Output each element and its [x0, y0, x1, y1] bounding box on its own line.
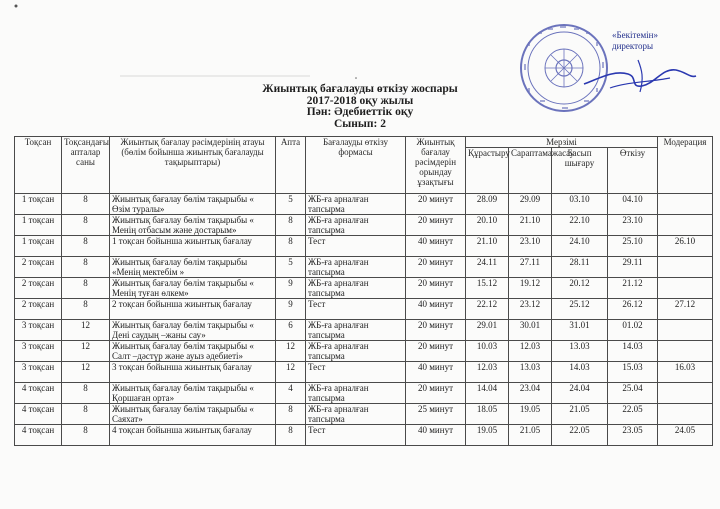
hours-cell: 8 — [62, 299, 110, 320]
week-cell: 5 — [276, 257, 306, 278]
form-cell: Тест — [306, 425, 406, 446]
week-cell: 12 — [276, 362, 306, 383]
duration-cell: 20 минут — [406, 257, 466, 278]
topic-cell: Жиынтық бағалау бөлім тақырыбы « Өзім туралы» — [110, 194, 276, 215]
compose-date-cell: 19.05 — [466, 425, 509, 446]
print-date-cell: 22.05 — [552, 425, 608, 446]
week-cell: 9 — [276, 278, 306, 299]
quarter-cell: 2 тоқсан — [15, 257, 62, 278]
table-row — [15, 236, 713, 257]
hours-cell: 12 — [62, 362, 110, 383]
quarter-cell: 4 тоқсан — [15, 425, 62, 446]
compose-date-cell: 28.09 — [466, 194, 509, 215]
assessment-schedule-table — [14, 136, 713, 446]
print-date-cell: 31.01 — [552, 320, 608, 341]
compose-date-cell: 12.03 — [466, 362, 509, 383]
conduct-date-cell: 25.10 — [608, 236, 658, 257]
topic-cell: Жиынтық бағалау бөлім тақырыбы « Менің отбасым және достарым» — [110, 215, 276, 236]
duration-cell: 40 минут — [406, 299, 466, 320]
hours-cell: 8 — [62, 215, 110, 236]
print-date-cell: 03.10 — [552, 194, 608, 215]
academic-year: 2017-2018 оқу жылы — [306, 94, 414, 107]
grade-line: Сынып: 2 — [334, 117, 386, 130]
quarter-cell: 2 тоқсан — [15, 278, 62, 299]
print-date-cell: 24.10 — [552, 236, 608, 257]
week-cell: 4 — [276, 383, 306, 404]
topic-cell: Жиынтық бағалау бөлім тақырыбы «Менің мектебім » — [110, 257, 276, 278]
review-date-cell: 30.01 — [509, 320, 552, 341]
duration-cell: 20 минут — [406, 341, 466, 362]
quarter-cell: 4 тоқсан — [15, 383, 62, 404]
conduct-date-cell: 23.05 — [608, 425, 658, 446]
print-date-cell: 20.12 — [552, 278, 608, 299]
table-row — [15, 425, 713, 446]
conduct-date-cell: 22.05 — [608, 404, 658, 425]
review-date-cell: 12.03 — [509, 341, 552, 362]
form-cell: ЖБ-ға арналған тапсырма — [306, 215, 406, 236]
duration-cell: 20 минут — [406, 383, 466, 404]
week-cell: 8 — [276, 425, 306, 446]
conduct-date-cell: 21.12 — [608, 278, 658, 299]
review-date-cell: 21.05 — [509, 425, 552, 446]
week-cell: 8 — [276, 236, 306, 257]
moderation-date-cell — [658, 257, 713, 278]
duration-cell: 40 минут — [406, 425, 466, 446]
header-quarter: Тоқсан — [15, 137, 62, 194]
duration-cell: 40 минут — [406, 362, 466, 383]
quarter-cell: 1 тоқсан — [15, 236, 62, 257]
review-date-cell: 29.09 — [509, 194, 552, 215]
topic-cell: 3 тоқсан бойынша жиынтық бағалау — [110, 362, 276, 383]
table-body — [15, 194, 713, 446]
moderation-date-cell — [658, 320, 713, 341]
hours-cell: 8 — [62, 257, 110, 278]
week-cell: 12 — [276, 341, 306, 362]
conduct-date-cell: 04.10 — [608, 194, 658, 215]
compose-date-cell: 22.12 — [466, 299, 509, 320]
topic-cell: 2 тоқсан бойынша жиынтық бағалау — [110, 299, 276, 320]
header-week: Апта — [276, 137, 306, 194]
print-date-cell: 25.12 — [552, 299, 608, 320]
topic-cell: Жиынтық бағалау бөлім тақырыбы « Салт –дәстүр және ауыз әдебиеті» — [110, 341, 276, 362]
header-review: Сараптамажасау — [509, 148, 552, 194]
topic-cell: Жиынтық бағалау бөлім тақырыбы « Саяхат» — [110, 404, 276, 425]
approval-line-2: директоры — [612, 41, 654, 51]
week-cell: 8 — [276, 215, 306, 236]
conduct-date-cell: 25.04 — [608, 383, 658, 404]
moderation-date-cell: 16.03 — [658, 362, 713, 383]
duration-cell: 20 минут — [406, 215, 466, 236]
hours-cell: 8 — [62, 404, 110, 425]
review-date-cell: 23.04 — [509, 383, 552, 404]
week-cell: 6 — [276, 320, 306, 341]
print-date-cell: 13.03 — [552, 341, 608, 362]
print-date-cell: 28.11 — [552, 257, 608, 278]
quarter-cell: 1 тоқсан — [15, 194, 62, 215]
moderation-date-cell: 24.05 — [658, 425, 713, 446]
duration-cell: 20 минут — [406, 278, 466, 299]
form-cell: ЖБ-ға арналған тапсырма — [306, 278, 406, 299]
print-date-cell: 14.03 — [552, 362, 608, 383]
table-row — [15, 257, 713, 278]
hours-cell: 12 — [62, 320, 110, 341]
hours-cell: 12 — [62, 341, 110, 362]
document-header — [0, 84, 720, 130]
moderation-date-cell — [658, 278, 713, 299]
hours-cell: 8 — [62, 425, 110, 446]
header-print: Басып шығару — [552, 148, 608, 194]
moderation-date-cell: 26.10 — [658, 236, 713, 257]
table-row — [15, 299, 713, 320]
moderation-date-cell — [658, 215, 713, 236]
document-title: Жиынтық бағалауды өткізу жоспары — [262, 83, 458, 95]
quarter-cell: 3 тоқсан — [15, 362, 62, 383]
form-cell: ЖБ-ға арналған тапсырма — [306, 341, 406, 362]
week-cell: 8 — [276, 404, 306, 425]
quarter-cell: 3 тоқсан — [15, 320, 62, 341]
conduct-date-cell: 26.12 — [608, 299, 658, 320]
table-row — [15, 194, 713, 215]
quarter-cell: 4 тоқсан — [15, 404, 62, 425]
table-row — [15, 404, 713, 425]
topic-cell: Жиынтық бағалау бөлім тақырыбы « Қоршаған орта» — [110, 383, 276, 404]
table-row — [15, 320, 713, 341]
subject-line: Пән: Әдебиеттік оқу — [306, 106, 414, 118]
header-moderation: Модерация — [658, 137, 713, 194]
header-terms: Мерзімі — [466, 137, 658, 148]
compose-date-cell: 15.12 — [466, 278, 509, 299]
form-cell: ЖБ-ға арналған тапсырма — [306, 320, 406, 341]
header-compose: Құрастыру — [466, 148, 509, 194]
print-date-cell: 21.05 — [552, 404, 608, 425]
table-row — [15, 341, 713, 362]
duration-cell: 25 минут — [406, 404, 466, 425]
compose-date-cell: 10.03 — [466, 341, 509, 362]
conduct-date-cell: 14.03 — [608, 341, 658, 362]
form-cell: ЖБ-ға арналған тапсырма — [306, 404, 406, 425]
topic-cell: Жиынтық бағалау бөлім тақырыбы « Дені саудың –жаны сау» — [110, 320, 276, 341]
quarter-cell: 3 тоқсан — [15, 341, 62, 362]
header-duration: Жиынтық бағалау рәсімдерін орындау ұзақтығы — [406, 137, 466, 194]
print-date-cell: 22.10 — [552, 215, 608, 236]
conduct-date-cell: 23.10 — [608, 215, 658, 236]
moderation-date-cell — [658, 194, 713, 215]
topic-cell: Жиынтық бағалау бөлім тақырыбы « Менің туған өлкем» — [110, 278, 276, 299]
approval-line-1: «Бекітемін» — [612, 30, 658, 40]
table-row — [15, 215, 713, 236]
week-cell: 9 — [276, 299, 306, 320]
review-date-cell: 27.11 — [509, 257, 552, 278]
review-date-cell: 23.12 — [509, 299, 552, 320]
topic-cell: 1 тоқсан бойынша жиынтық бағалау — [110, 236, 276, 257]
table-row — [15, 362, 713, 383]
header-conduct: Өткізу — [608, 148, 658, 194]
table-row — [15, 383, 713, 404]
hours-cell: 8 — [62, 278, 110, 299]
compose-date-cell: 14.04 — [466, 383, 509, 404]
form-cell: Тест — [306, 236, 406, 257]
moderation-date-cell — [658, 383, 713, 404]
conduct-date-cell: 29.11 — [608, 257, 658, 278]
header-hours: Тоқсандағы апталар саны — [62, 137, 110, 194]
compose-date-cell: 20.10 — [466, 215, 509, 236]
form-cell: ЖБ-ға арналған тапсырма — [306, 257, 406, 278]
review-date-cell: 21.10 — [509, 215, 552, 236]
compose-date-cell: 21.10 — [466, 236, 509, 257]
duration-cell: 20 минут — [406, 194, 466, 215]
form-cell: ЖБ-ға арналған тапсырма — [306, 194, 406, 215]
quarter-cell: 1 тоқсан — [15, 215, 62, 236]
header-form: Бағалауды өткізу формасы — [306, 137, 406, 194]
quarter-cell: 2 тоқсан — [15, 299, 62, 320]
compose-date-cell: 18.05 — [466, 404, 509, 425]
moderation-date-cell: 27.12 — [658, 299, 713, 320]
review-date-cell: 19.12 — [509, 278, 552, 299]
conduct-date-cell: 15.03 — [608, 362, 658, 383]
moderation-date-cell — [658, 404, 713, 425]
hours-cell: 8 — [62, 236, 110, 257]
hours-cell: 8 — [62, 194, 110, 215]
form-cell: Тест — [306, 299, 406, 320]
review-date-cell: 13.03 — [509, 362, 552, 383]
header-topic: Жиынтық бағалау рәсімдерінің атауы (бөлім бойынша жиынтық бағалауды тақырыптары) — [110, 137, 276, 194]
duration-cell: 40 минут — [406, 236, 466, 257]
moderation-date-cell — [658, 341, 713, 362]
topic-cell: 4 тоқсан бойынша жиынтық бағалау — [110, 425, 276, 446]
review-date-cell: 19.05 — [509, 404, 552, 425]
form-cell: Тест — [306, 362, 406, 383]
compose-date-cell: 24.11 — [466, 257, 509, 278]
duration-cell: 20 минут — [406, 320, 466, 341]
conduct-date-cell: 01.02 — [608, 320, 658, 341]
compose-date-cell: 29.01 — [466, 320, 509, 341]
print-date-cell: 24.04 — [552, 383, 608, 404]
table-row — [15, 278, 713, 299]
week-cell: 5 — [276, 194, 306, 215]
review-date-cell: 23.10 — [509, 236, 552, 257]
form-cell: ЖБ-ға арналған тапсырма — [306, 383, 406, 404]
hours-cell: 8 — [62, 383, 110, 404]
